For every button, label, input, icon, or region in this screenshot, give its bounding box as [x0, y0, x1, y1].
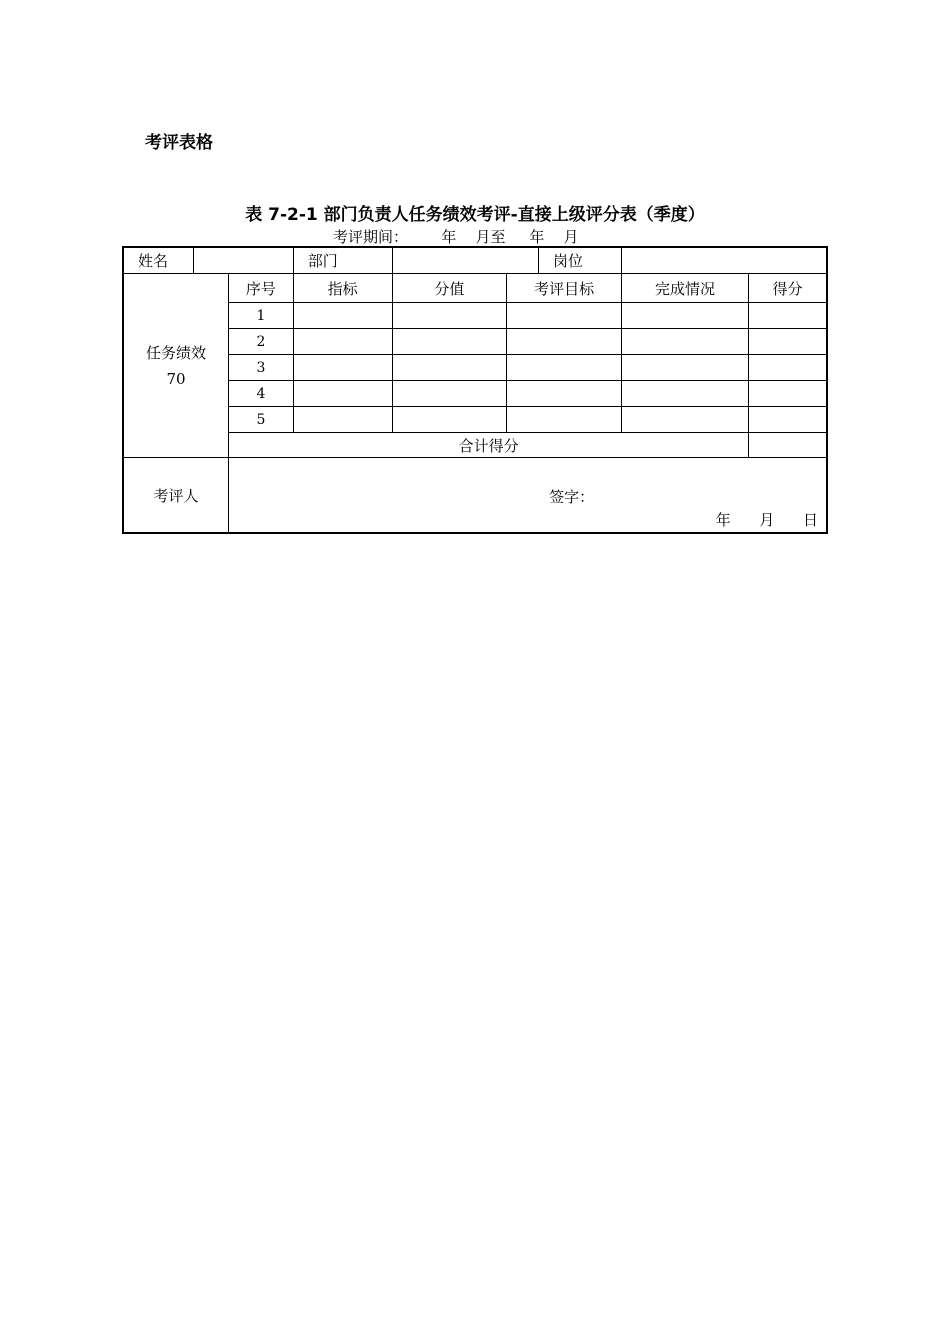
table-row [123, 407, 827, 433]
column-header: 得分 [749, 274, 827, 303]
target-cell[interactable] [507, 303, 622, 329]
post-field[interactable] [621, 247, 827, 274]
date-month: 月 [759, 511, 775, 529]
post-label: 岗位 [539, 247, 622, 274]
evaluation-table [122, 246, 828, 534]
score-cell[interactable] [749, 355, 827, 381]
score-cell[interactable] [749, 407, 827, 433]
indicator-cell[interactable] [293, 303, 392, 329]
target-cell[interactable] [507, 381, 622, 407]
signature-area[interactable] [229, 458, 827, 534]
score-cell[interactable] [749, 303, 827, 329]
score-cell[interactable] [749, 329, 827, 355]
points-cell[interactable] [392, 303, 507, 329]
indicator-cell[interactable] [293, 407, 392, 433]
period-month-end: 月 [563, 228, 579, 246]
indicator-cell[interactable] [293, 355, 392, 381]
total-label: 合计得分 [229, 433, 749, 458]
period-month-start: 月至 [475, 228, 506, 246]
total-row [123, 433, 827, 458]
period-year-start: 年 [441, 228, 457, 246]
column-header: 指标 [293, 274, 392, 303]
table-row [123, 329, 827, 355]
target-cell[interactable] [507, 407, 622, 433]
row-number: 3 [229, 355, 294, 381]
score-cell[interactable] [749, 381, 827, 407]
column-header: 完成情况 [621, 274, 748, 303]
category-label: 任务绩效 [146, 343, 207, 362]
category-weight: 70 [166, 369, 186, 388]
table-row [123, 355, 827, 381]
section-heading: 考评表格 [145, 133, 213, 153]
signature-date [716, 509, 818, 530]
name-label: 姓名 [123, 247, 193, 274]
dept-label: 部门 [293, 247, 392, 274]
column-header: 分值 [392, 274, 507, 303]
completion-cell[interactable] [621, 303, 748, 329]
reviewer-row [123, 458, 827, 534]
total-score-cell[interactable] [749, 433, 827, 458]
indicator-cell[interactable] [293, 329, 392, 355]
completion-cell[interactable] [621, 407, 748, 433]
signature-label: 签字： [549, 488, 595, 506]
dept-field[interactable] [392, 247, 538, 274]
table-row [123, 303, 827, 329]
name-field[interactable] [193, 247, 293, 274]
date-day: 日 [802, 511, 818, 529]
row-number: 2 [229, 329, 294, 355]
points-cell[interactable] [392, 407, 507, 433]
column-header: 考评目标 [507, 274, 622, 303]
row-number: 4 [229, 381, 294, 407]
column-header: 序号 [229, 274, 294, 303]
completion-cell[interactable] [621, 381, 748, 407]
category-cell [123, 274, 229, 458]
date-year: 年 [715, 511, 731, 529]
row-number: 1 [229, 303, 294, 329]
info-row [123, 247, 827, 274]
completion-cell[interactable] [621, 355, 748, 381]
row-number: 5 [229, 407, 294, 433]
target-cell[interactable] [507, 329, 622, 355]
period-year-end: 年 [529, 228, 545, 246]
completion-cell[interactable] [621, 329, 748, 355]
indicator-cell[interactable] [293, 381, 392, 407]
points-cell[interactable] [392, 329, 507, 355]
table-title: 表 7-2-1 部门负责人任务绩效考评-直接上级评分表（季度） [245, 205, 705, 225]
period-label: 考评期间： [333, 228, 409, 246]
reviewer-label: 考评人 [123, 458, 229, 534]
column-header-row [123, 274, 827, 303]
evaluation-period [333, 226, 578, 247]
points-cell[interactable] [392, 381, 507, 407]
target-cell[interactable] [507, 355, 622, 381]
points-cell[interactable] [392, 355, 507, 381]
table-row [123, 381, 827, 407]
